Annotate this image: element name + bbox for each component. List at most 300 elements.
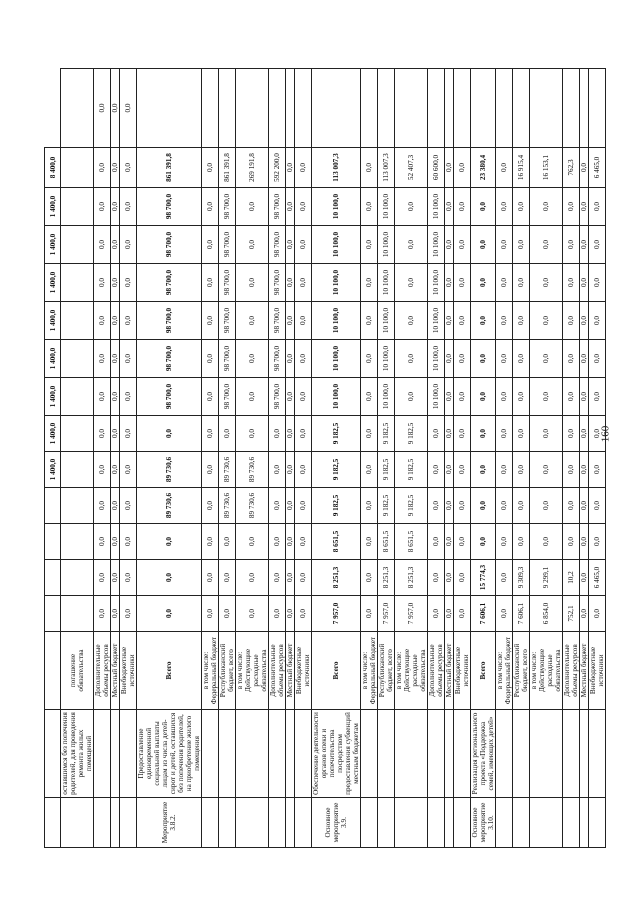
table-cell: 0,0 [111, 524, 120, 560]
table-cell [111, 710, 120, 798]
table-cell: 0,0 [94, 560, 111, 596]
table-cell: 0,0 [120, 226, 137, 264]
table-cell: 98 700,0 [269, 226, 286, 264]
table-cell: 9 182,5 [312, 488, 361, 524]
table-cell [286, 710, 295, 798]
table-cell: 0,0 [496, 340, 513, 378]
table-cell [428, 710, 445, 798]
table-cell: 98 700,0 [269, 302, 286, 340]
table-cell [378, 798, 395, 848]
table-cell: 0,0 [530, 264, 563, 302]
table-cell: 1 400,0 [45, 378, 61, 416]
table-row [120, 69, 137, 848]
table-cell: 0,0 [563, 524, 580, 560]
table-cell: 0,0 [513, 452, 530, 488]
table-cell: 0,0 [471, 340, 496, 378]
table-cell: 0,0 [236, 560, 269, 596]
table-cell [61, 264, 94, 302]
table-cell: 0,0 [94, 416, 111, 452]
table-cell [61, 378, 94, 416]
table-cell: 0,0 [395, 302, 428, 340]
table-cell [236, 69, 269, 148]
table-cell: 1 400,0 [45, 416, 61, 452]
table-cell: 0,0 [111, 148, 120, 188]
table-cell: Местный бюджет [111, 632, 120, 710]
table-cell: 0,0 [530, 452, 563, 488]
table-cell: 9 182,5 [312, 416, 361, 452]
table-cell: 10 100,0 [428, 226, 445, 264]
table-cell: 0,0 [589, 226, 606, 264]
table-cell: 10 100,0 [428, 340, 445, 378]
table-cell: Местный бюджет [286, 632, 295, 710]
table-row [236, 69, 269, 848]
table-cell [589, 69, 606, 148]
table-cell [236, 710, 269, 798]
table-cell: 0,0 [202, 596, 219, 632]
table-cell: Местный бюджет [445, 632, 454, 710]
table-cell [563, 69, 580, 148]
table-cell: Основное мероприятие 3.10. [471, 798, 496, 848]
table-cell: 0,0 [530, 340, 563, 378]
table-cell: 0,0 [563, 302, 580, 340]
table-cell: 592 200,0 [269, 148, 286, 188]
table-cell: 1 400,0 [45, 226, 61, 264]
table-cell: 0,0 [94, 488, 111, 524]
table-cell [45, 710, 61, 798]
table-row [496, 69, 513, 848]
table-cell: 0,0 [269, 596, 286, 632]
table-cell: 98 700,0 [219, 340, 236, 378]
table-cell: 8 651,5 [395, 524, 428, 560]
table-cell: 0,0 [236, 596, 269, 632]
table-row [378, 69, 395, 848]
table-cell: 0,0 [496, 148, 513, 188]
table-cell: 10 100,0 [378, 340, 395, 378]
table-cell: 0,0 [361, 596, 378, 632]
table-cell: Дополнительные объемы ресурсов [269, 632, 286, 710]
table-cell [269, 710, 286, 798]
table-cell: Внебюджетные источники [295, 632, 312, 710]
table-row [471, 69, 496, 848]
table-cell: 89 730,6 [137, 452, 202, 488]
table-cell: 861 391,8 [137, 148, 202, 188]
table-cell: 0,0 [361, 264, 378, 302]
table-cell: 0,0 [94, 302, 111, 340]
table-cell [120, 798, 137, 848]
table-cell: 0,0 [496, 524, 513, 560]
table-cell [513, 798, 530, 848]
table-cell: 0,0 [361, 524, 378, 560]
table-cell: 0,0 [120, 264, 137, 302]
table-cell: 0,0 [94, 452, 111, 488]
table-cell [513, 69, 530, 148]
table-cell [61, 488, 94, 524]
table-cell: 0,0 [580, 416, 589, 452]
table-cell: 0,0 [111, 560, 120, 596]
table-row [312, 69, 361, 848]
table-cell [202, 69, 219, 148]
table-cell: 0,0 [286, 378, 295, 416]
table-cell: 0,0 [202, 524, 219, 560]
table-cell: 0,0 [580, 302, 589, 340]
table-cell: 0,0 [295, 188, 312, 226]
table-cell: 0,0 [202, 488, 219, 524]
table-cell: 0,0 [563, 452, 580, 488]
table-cell: 98 700,0 [137, 264, 202, 302]
table-cell: 7 957,0 [395, 596, 428, 632]
table-cell: 0,0 [94, 264, 111, 302]
table-cell: 0,0 [236, 188, 269, 226]
table-cell [202, 798, 219, 848]
table-cell: 0,0 [120, 596, 137, 632]
table-cell: 0,0 [120, 302, 137, 340]
table-cell: 0,0 [361, 378, 378, 416]
table-cell [395, 710, 428, 798]
table-cell: 0,0 [120, 416, 137, 452]
table-cell [61, 596, 94, 632]
table-cell: 0,0 [580, 378, 589, 416]
table-row [269, 69, 286, 848]
table-cell: 0,0 [395, 378, 428, 416]
table-cell: 0,0 [286, 488, 295, 524]
table-cell: Дополнительные объемы ресурсов [428, 632, 445, 710]
table-cell: 0,0 [580, 452, 589, 488]
table-cell: 0,0 [111, 416, 120, 452]
table-cell: 0,0 [111, 264, 120, 302]
table-cell [530, 69, 563, 148]
table-cell: 0,0 [471, 488, 496, 524]
table-cell: 0,0 [111, 340, 120, 378]
table-cell: 0,0 [286, 524, 295, 560]
table-cell: 0,0 [395, 188, 428, 226]
table-cell: 0,0 [361, 340, 378, 378]
table-cell: 0,0 [111, 488, 120, 524]
table-cell: 98 700,0 [269, 188, 286, 226]
table-cell: 0,0 [589, 302, 606, 340]
table-cell: 9 182,5 [395, 488, 428, 524]
table-cell: 0,0 [454, 148, 471, 188]
table-cell: 9 182,5 [395, 452, 428, 488]
table-cell [61, 188, 94, 226]
table-cell: 0,0 [361, 560, 378, 596]
table-cell: 0,0 [513, 340, 530, 378]
table-cell [361, 69, 378, 148]
table-cell [111, 798, 120, 848]
table-cell: 0,0 [580, 148, 589, 188]
table-cell: 0,0 [202, 264, 219, 302]
table-cell: 0,0 [111, 596, 120, 632]
table-cell: 10 100,0 [312, 340, 361, 378]
table-cell: 0,0 [219, 560, 236, 596]
table-cell: 0,0 [580, 340, 589, 378]
table-row [589, 69, 606, 848]
table-cell: 0,0 [471, 264, 496, 302]
table-cell: 98 700,0 [219, 188, 236, 226]
table-cell: 15 774,3 [471, 560, 496, 596]
table-cell: 0,0 [445, 188, 454, 226]
table-cell [454, 798, 471, 848]
table-cell: 0,0 [120, 524, 137, 560]
table-cell: 0,0 [286, 148, 295, 188]
table-cell: 0,0 [496, 302, 513, 340]
table-cell: оставшимся без попечения родителей, для проведения ремонта жилых помещений [61, 710, 94, 798]
table-cell: 0,0 [513, 226, 530, 264]
table-row [94, 69, 111, 848]
table-cell: 10 100,0 [312, 302, 361, 340]
table-cell: 8 251,3 [378, 560, 395, 596]
table-cell: Внебюджетные источники [120, 632, 137, 710]
table-cell [219, 69, 236, 148]
table-cell: 0,0 [530, 416, 563, 452]
table-cell: 0,0 [111, 452, 120, 488]
table-cell: в том числе: Действующие расходные обязательства [530, 632, 563, 710]
table-cell: 0,0 [269, 416, 286, 452]
table-cell: 0,0 [513, 416, 530, 452]
table-cell: 10 100,0 [312, 188, 361, 226]
table-cell: 0,0 [445, 264, 454, 302]
table-cell: 0,0 [219, 596, 236, 632]
table-cell: 7 957,0 [312, 596, 361, 632]
table-cell: 0,0 [445, 452, 454, 488]
table-cell: 0,0 [496, 560, 513, 596]
table-cell: 98 700,0 [269, 340, 286, 378]
table-cell: 0,0 [563, 488, 580, 524]
table-cell [496, 798, 513, 848]
page-number: 160 [599, 425, 612, 443]
table-cell: 8 651,5 [312, 524, 361, 560]
table-cell [120, 710, 137, 798]
table-cell: 0,0 [428, 596, 445, 632]
table-cell: 89 730,6 [137, 488, 202, 524]
table-cell: 0,0 [120, 560, 137, 596]
table-cell: 0,0 [513, 302, 530, 340]
table-cell: 0,0 [269, 560, 286, 596]
table-cell: 0,0 [202, 226, 219, 264]
table-cell [428, 798, 445, 848]
table-row [395, 69, 428, 848]
table-cell [45, 524, 61, 560]
table-cell: Мероприятие 3.8.2. [137, 798, 202, 848]
table-cell: 0,0 [454, 264, 471, 302]
table-cell: 10 100,0 [428, 302, 445, 340]
table-cell: 0,0 [445, 524, 454, 560]
table-cell: 10 100,0 [378, 302, 395, 340]
table-cell: 0,0 [513, 524, 530, 560]
table-cell: 1 400,0 [45, 188, 61, 226]
table-cell: 0,0 [202, 378, 219, 416]
table-cell: 6 465,0 [589, 148, 606, 188]
table-cell: 0,0 [286, 416, 295, 452]
table-cell: 0,0 [589, 524, 606, 560]
table-cell: 98 700,0 [137, 226, 202, 264]
table-cell [580, 798, 589, 848]
table-cell: 0,0 [111, 188, 120, 226]
table-cell: 0,0 [236, 340, 269, 378]
table-row [111, 69, 120, 848]
table-cell: 0,0 [445, 148, 454, 188]
table-row [295, 69, 312, 848]
table-row [361, 69, 378, 848]
table-cell: 0,0 [589, 340, 606, 378]
table-cell: 0,0 [120, 188, 137, 226]
table-cell: 8 251,3 [312, 560, 361, 596]
table-cell [61, 524, 94, 560]
table-cell [589, 798, 606, 848]
table-cell: Дополнительные объемы ресурсов [94, 632, 111, 710]
table-cell: 0,0 [202, 416, 219, 452]
table-cell: 0,0 [111, 226, 120, 264]
table-cell: 98 700,0 [137, 340, 202, 378]
table-cell: 0,0 [286, 560, 295, 596]
table-cell: 0,0 [236, 226, 269, 264]
table-cell: 9 182,5 [312, 452, 361, 488]
table-cell: 10 100,0 [312, 264, 361, 302]
table-cell: 0,0 [202, 452, 219, 488]
table-cell: 0,0 [471, 452, 496, 488]
table-cell: 9 182,5 [378, 488, 395, 524]
table-cell: 98 700,0 [269, 378, 286, 416]
table-cell [428, 69, 445, 148]
table-cell: 0,0 [454, 596, 471, 632]
table-cell [219, 710, 236, 798]
table-cell: 0,0 [445, 302, 454, 340]
table-cell: 0,0 [236, 524, 269, 560]
table-cell: 0,0 [94, 378, 111, 416]
table-cell: Всего [137, 632, 202, 710]
table-cell: 0,0 [137, 416, 202, 452]
table-cell: 0,0 [563, 188, 580, 226]
table-cell [286, 69, 295, 148]
table-cell: 0,0 [454, 340, 471, 378]
table-cell: 113 007,3 [312, 148, 361, 188]
table-cell: 1 400,0 [45, 452, 61, 488]
table-cell [496, 69, 513, 148]
table-cell: 0,0 [445, 340, 454, 378]
table-cell: 0,0 [120, 340, 137, 378]
table-cell: Всего [471, 632, 496, 710]
table-cell: в том числе: Федеральный бюджет [496, 632, 513, 710]
table-cell: 0,0 [580, 264, 589, 302]
table-cell: 0,0 [295, 340, 312, 378]
table-cell: 0,0 [563, 264, 580, 302]
table-cell: 0,0 [454, 226, 471, 264]
table-row [202, 69, 219, 848]
table-cell: в том числе: Федеральный бюджет [202, 632, 219, 710]
table-cell: 0,0 [530, 188, 563, 226]
table-cell: 0,0 [361, 416, 378, 452]
table-cell: 0,0 [286, 188, 295, 226]
table-row [445, 69, 454, 848]
table-cell: 10 100,0 [312, 226, 361, 264]
table-cell: в том числе: Федеральный бюджет [361, 632, 378, 710]
table-row [563, 69, 580, 848]
table-cell: 0,0 [295, 560, 312, 596]
table-cell: 6 465,0 [589, 560, 606, 596]
table-cell: 0,0 [563, 226, 580, 264]
table-cell: Дополнительные объемы ресурсов [563, 632, 580, 710]
table-cell: Всего [312, 632, 361, 710]
table-cell: 89 730,6 [236, 488, 269, 524]
table-cell: 0,0 [513, 378, 530, 416]
table-cell: 10 100,0 [378, 378, 395, 416]
table-cell [61, 416, 94, 452]
table-cell: 0,0 [269, 452, 286, 488]
table-cell: 0,0 [454, 488, 471, 524]
table-cell [202, 710, 219, 798]
table-cell: 98 700,0 [219, 264, 236, 302]
table-cell: Предоставление единовременной социальной выплаты лицам из числа детей-сирот и детей, оставшихся без попечения родителей, на приобретение жилого помещения [137, 710, 202, 798]
table-cell: 0,0 [361, 148, 378, 188]
table-cell [61, 560, 94, 596]
table-cell [61, 302, 94, 340]
table-cell: 1 400,0 [45, 302, 61, 340]
table-cell: 0,0 [120, 148, 137, 188]
table-cell: 0,0 [428, 488, 445, 524]
table-cell: 0,0 [137, 560, 202, 596]
table-cell: 0,0 [428, 452, 445, 488]
table-cell: 0,0 [445, 560, 454, 596]
table-cell: 0,0 [361, 488, 378, 524]
table-cell: 98 700,0 [219, 226, 236, 264]
table-cell [61, 148, 94, 188]
table-cell: 861 391,8 [219, 148, 236, 188]
table-cell [61, 798, 94, 848]
table-cell: Реализация регионального проекта «Поддержка семей, имеющих детей» [471, 710, 496, 798]
table-cell [312, 69, 361, 148]
table-cell: 9 182,5 [378, 452, 395, 488]
table-row [513, 69, 530, 848]
table-cell: 0,0 [496, 416, 513, 452]
table-cell: 98 700,0 [137, 302, 202, 340]
table-cell: 0,0 [496, 452, 513, 488]
table-cell [471, 69, 496, 148]
table-cell [94, 798, 111, 848]
table-cell: 0,0 [120, 452, 137, 488]
table-cell: 0,0 [589, 264, 606, 302]
table-cell: 10 100,0 [428, 264, 445, 302]
table-cell [61, 226, 94, 264]
table-row [61, 69, 94, 848]
table-cell: в том числе: Действующие расходные обязательства [395, 632, 428, 710]
table-cell: 0,0 [496, 378, 513, 416]
table-cell: 0,0 [454, 188, 471, 226]
table-cell: 0,0 [428, 524, 445, 560]
table-cell: Внебюджетные источники [589, 632, 606, 710]
table-cell [286, 798, 295, 848]
table-cell [445, 710, 454, 798]
table-cell: 0,0 [580, 488, 589, 524]
table-cell: 0,0 [295, 264, 312, 302]
table-cell: 23 380,4 [471, 148, 496, 188]
table-cell: 0,0 [286, 302, 295, 340]
table-cell [580, 710, 589, 798]
table-cell: 7 606,1 [513, 596, 530, 632]
table-cell [395, 69, 428, 148]
table-cell [269, 69, 286, 148]
table-cell: 0,0 [589, 596, 606, 632]
table-cell: Обеспечение деятельности органов опеки и попечительства посредством предоставления субвенций местным бюджетам [312, 710, 361, 798]
table-cell: 0,0 [361, 226, 378, 264]
table-cell: 0,0 [471, 416, 496, 452]
table-cell [236, 798, 269, 848]
table-row [219, 69, 236, 848]
table-cell: 0,0 [454, 416, 471, 452]
table-cell: 0,0 [471, 524, 496, 560]
table-cell: 269 191,8 [236, 148, 269, 188]
table-cell [563, 798, 580, 848]
table-cell: 0,0 [295, 302, 312, 340]
table-cell [563, 710, 580, 798]
